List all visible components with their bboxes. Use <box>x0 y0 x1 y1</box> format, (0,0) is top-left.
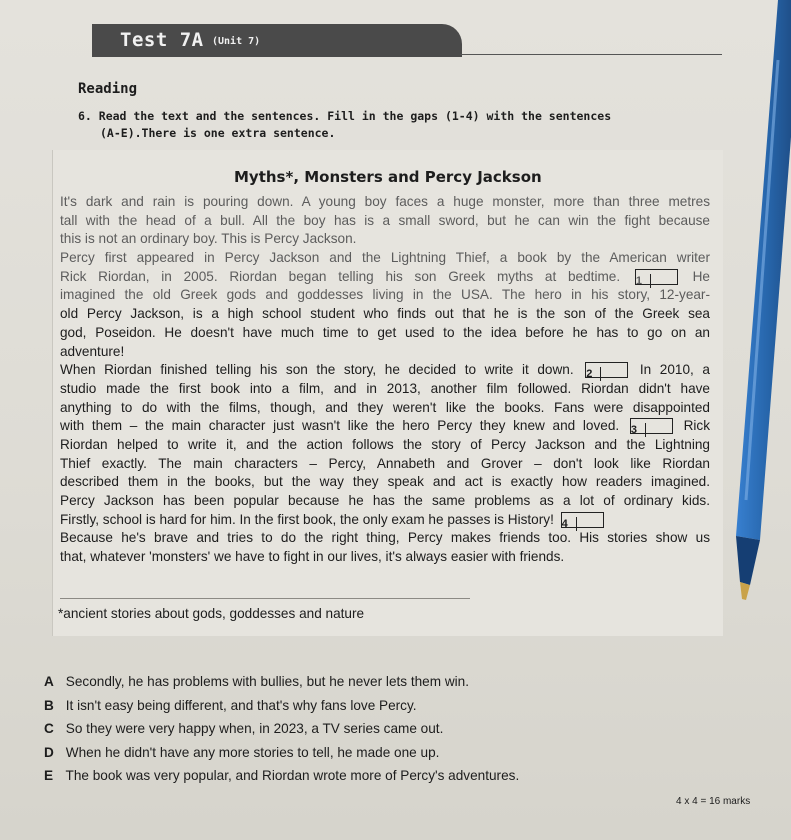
option-letter: B <box>44 697 54 713</box>
gap-number: 2 <box>586 367 601 381</box>
story-line-text: He <box>692 268 710 284</box>
story-line: god, Poseidon. He doesn't have much time to get used to the idea before he has to go on an <box>60 324 710 340</box>
option-letter: D <box>44 744 54 760</box>
story-line: that, whatever 'monsters' we have to fight in our lives, it's always easier with friends. <box>60 549 565 565</box>
story-line: Thief exactly. The main characters – Percy, Annabeth and Grover – don't look like Riordan <box>60 455 710 471</box>
story-line <box>60 417 710 436</box>
story-line-text: In 2010, a <box>639 362 710 378</box>
ballpoint-pen-icon <box>720 0 791 610</box>
story-line: It's dark and rain is pouring down. A young boy faces a huge monster, more than three metres <box>60 194 710 209</box>
footnote: *ancient stories about gods, goddesses and nature <box>58 606 365 621</box>
option-b <box>44 694 724 718</box>
story-line: Because he's brave and tries to do the right thing, Percy makes friends too. His stories show us <box>60 530 710 546</box>
story-line <box>60 511 710 530</box>
marks-total: 4 x 4 = 16 marks <box>676 796 751 807</box>
sentence-options <box>44 670 724 788</box>
gap-box-3[interactable] <box>630 418 673 437</box>
gap-number: 4 <box>562 517 577 531</box>
story-body <box>60 193 710 567</box>
story-line: anything to do with the films, though, and they weren't like the books. Fans were disappointed <box>60 399 710 415</box>
gap-box-1[interactable] <box>635 269 678 285</box>
instruction-line-1: 6. Read the text and the sentences. Fill in the gaps (1-4) with the sentences <box>78 109 612 123</box>
header-rule <box>460 54 722 55</box>
option-text: Secondly, he has problems with bullies, but he never lets them win. <box>65 674 470 689</box>
option-a <box>44 670 724 694</box>
option-letter: A <box>44 674 54 689</box>
footnote-divider <box>60 598 470 599</box>
gap-box-2[interactable] <box>585 362 628 381</box>
option-c <box>44 717 724 741</box>
option-e <box>44 764 724 788</box>
story-line: imagined the old Greek gods and goddesses living in the USA. The hero in his story, 12-year- <box>60 287 710 303</box>
option-letter: C <box>44 721 54 736</box>
story-line: Percy Jackson has been popular because he has the same problems as a lot of ordinary kids. <box>60 493 710 508</box>
story-line <box>60 268 710 287</box>
gap-box-4[interactable] <box>561 512 604 528</box>
story-line-text: Firstly, school is hard for him. In the first book, the only exam he passes is History! <box>60 511 554 527</box>
exercise-instruction <box>78 108 698 142</box>
story-line <box>60 361 710 380</box>
option-text: So they were very happy when, in 2023, a TV series came out. <box>65 721 444 736</box>
story-line-text: with them – the main character just wasn't like the hero Percy they knew and loved. <box>60 418 620 434</box>
story-line: studio made the first book into a film, and in 2013, another film followed. Riordan didn't have <box>60 380 710 396</box>
option-text: When he didn't have any more stories to tell, he made one up. <box>65 744 440 760</box>
test-title: Test 7A <box>120 29 204 51</box>
story-line: adventure! <box>60 343 125 359</box>
story-line-text: Rick Riordan, in 2005. Riordan began telling his son Greek myths at bedtime. <box>60 268 621 284</box>
option-text: The book was very popular, and Riordan wrote more of Percy's adventures. <box>65 768 520 783</box>
story-title: Myths*, Monsters and Percy Jackson <box>234 168 542 186</box>
instruction-line-2: (A-E).There is one extra sentence. <box>100 126 336 140</box>
story-line-text: Rick <box>683 418 710 434</box>
story-line: this is not an ordinary boy. This is Percy Jackson. <box>60 231 357 247</box>
option-letter: E <box>44 768 54 783</box>
section-heading: Reading <box>78 81 138 97</box>
story-line: tall with the head of a bull. All the boy has is a small sword, but he can win the fight because <box>60 212 710 228</box>
gap-number: 1 <box>636 274 651 288</box>
story-line: Percy first appeared in Percy Jackson and the Lightning Thief, a book by the American writer <box>60 250 710 266</box>
option-text: It isn't easy being different, and that's why fans love Percy. <box>65 697 417 713</box>
story-line-text: When Riordan finished telling his son the story, he decided to write it down. <box>60 362 574 378</box>
unit-label: (Unit 7) <box>212 36 261 47</box>
story-line: Riordan helped to write it, and the action follows the story of Percy Jackson and the Lightning <box>60 436 710 452</box>
gap-number: 3 <box>631 423 646 437</box>
story-line: described them in the books, but the way they speak and act is exactly how readers imagined. <box>60 474 710 490</box>
story-line: old Percy Jackson, is a high school student who finds out that he is the son of the Greek sea <box>60 306 710 322</box>
option-d <box>44 741 724 765</box>
